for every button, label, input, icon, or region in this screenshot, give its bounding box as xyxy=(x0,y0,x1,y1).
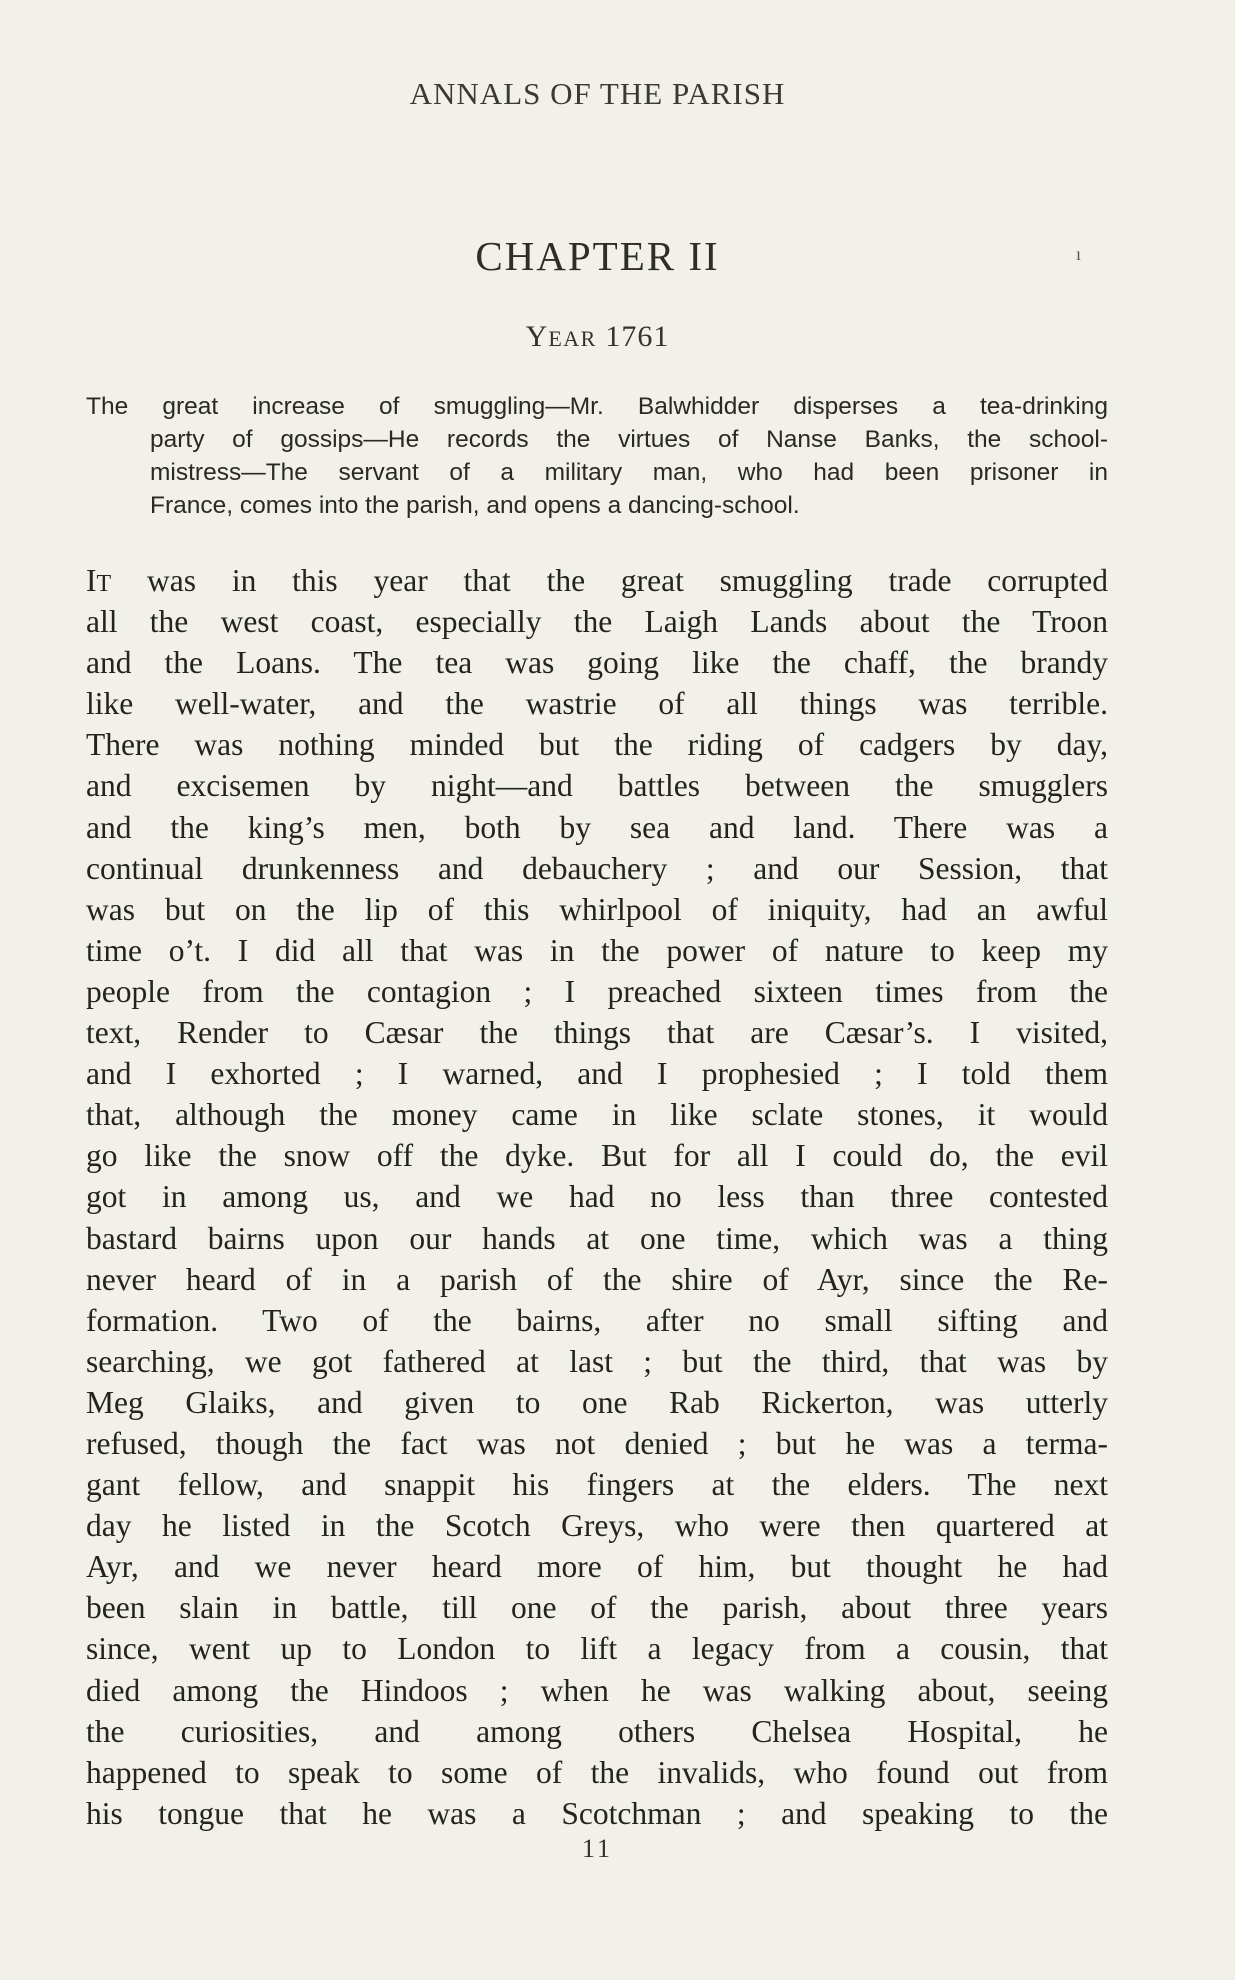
body-line: the curiosities, and among others Chelsea Hospital, he xyxy=(86,1713,1108,1749)
synopsis-line: party of gossips—He records the virtues of Nanse Banks, the school- xyxy=(150,426,1108,453)
year-label-cap: Y xyxy=(525,320,549,353)
chapter-year xyxy=(0,320,1195,354)
body-line: and the king’s men, both by sea and land. There was a xyxy=(86,809,1108,845)
body-line: refused, though the fact was not denied ; but he was a terma- xyxy=(86,1425,1108,1461)
body-line: was but on the lip of this whirlpool of iniquity, had an awful xyxy=(86,891,1108,927)
body-first-line xyxy=(86,560,1108,601)
year-number: 1761 xyxy=(605,320,670,353)
body-line: never heard of in a parish of the shire of Ayr, since the Re- xyxy=(86,1261,1108,1297)
body-line: continual drunkenness and debauchery ; and our Session, that xyxy=(86,850,1108,886)
body-line: and excisemen by night—and battles between the smugglers xyxy=(86,768,1108,804)
body-line: time o’t. I did all that was in the power of nature to keep my xyxy=(86,932,1108,968)
body-line: There was nothing minded but the riding of cadgers by day, xyxy=(86,727,1108,763)
body-line: bastard bairns upon our hands at one time, which was a thing xyxy=(86,1220,1108,1256)
body-line: been slain in battle, till one of the parish, about three years xyxy=(86,1590,1108,1626)
running-head: ANNALS OF THE PARISH xyxy=(409,76,786,111)
body-line: go like the snow off the dyke. But for all I could do, the evil xyxy=(86,1138,1108,1174)
body-line: and the Loans. The tea was going like the chaff, the brandy xyxy=(86,645,1108,681)
first-line-rest: was in this year that the great smuggling trade corrupted xyxy=(111,563,1108,598)
chapter-synopsis xyxy=(86,390,1108,522)
synopsis-line: mistress—The servant of a military man, who had been prisoner in xyxy=(150,459,1108,486)
body-paragraph xyxy=(86,560,1108,1834)
body-line: all the west coast, especially the Laigh Lands about the Troon xyxy=(86,604,1108,640)
synopsis-line: France, comes into the parish, and opens a dancing-school. xyxy=(150,492,800,519)
body-line: and I exhorted ; I warned, and I prophesied ; I told them xyxy=(86,1056,1108,1092)
body-line: formation. Two of the bairns, after no small sifting and xyxy=(86,1302,1108,1338)
body-line: got in among us, and we had no less than three contested xyxy=(86,1179,1108,1215)
opening-cap: I xyxy=(86,563,97,598)
body-line: died among the Hindoos ; when he was walking about, seeing xyxy=(86,1672,1108,1708)
body-line: gant fellow, and snappit his fingers at the elders. The next xyxy=(86,1467,1108,1503)
body-line: like well-water, and the wastrie of all things was terrible. xyxy=(86,686,1108,722)
body-line: happened to speak to some of the invalids, who found out from xyxy=(86,1754,1108,1790)
printer-mark: ı xyxy=(1076,244,1082,264)
opening-word xyxy=(86,563,111,598)
chapter-title: CHAPTER II xyxy=(475,233,720,279)
body-line: his tongue that he was a Scotchman ; and speaking to the xyxy=(86,1795,1108,1831)
opening-small-cap: T xyxy=(96,571,112,597)
body-line: Meg Glaiks, and given to one Rab Rickerton, was utterly xyxy=(86,1384,1108,1420)
year-label-small: EAR xyxy=(548,326,597,351)
body-line: day he listed in the Scotch Greys, who were then quartered at xyxy=(86,1508,1108,1544)
body-line: searching, we got fathered at last ; but the third, that was by xyxy=(86,1343,1108,1379)
body-line: Ayr, and we never heard more of him, but thought he had xyxy=(86,1549,1108,1585)
synopsis-line: The great increase of smuggling—Mr. Balwhidder disperses a tea-drinking xyxy=(86,393,1108,420)
body-line: text, Render to Cæsar the things that are Cæsar’s. I visited, xyxy=(86,1015,1108,1051)
body-line: since, went up to London to lift a legacy from a cousin, that xyxy=(86,1631,1108,1667)
body-line: people from the contagion ; I preached sixteen times from the xyxy=(86,973,1108,1009)
body-line: that, although the money came in like sclate stones, it would xyxy=(86,1097,1108,1133)
page-number: 11 xyxy=(581,1834,614,1863)
